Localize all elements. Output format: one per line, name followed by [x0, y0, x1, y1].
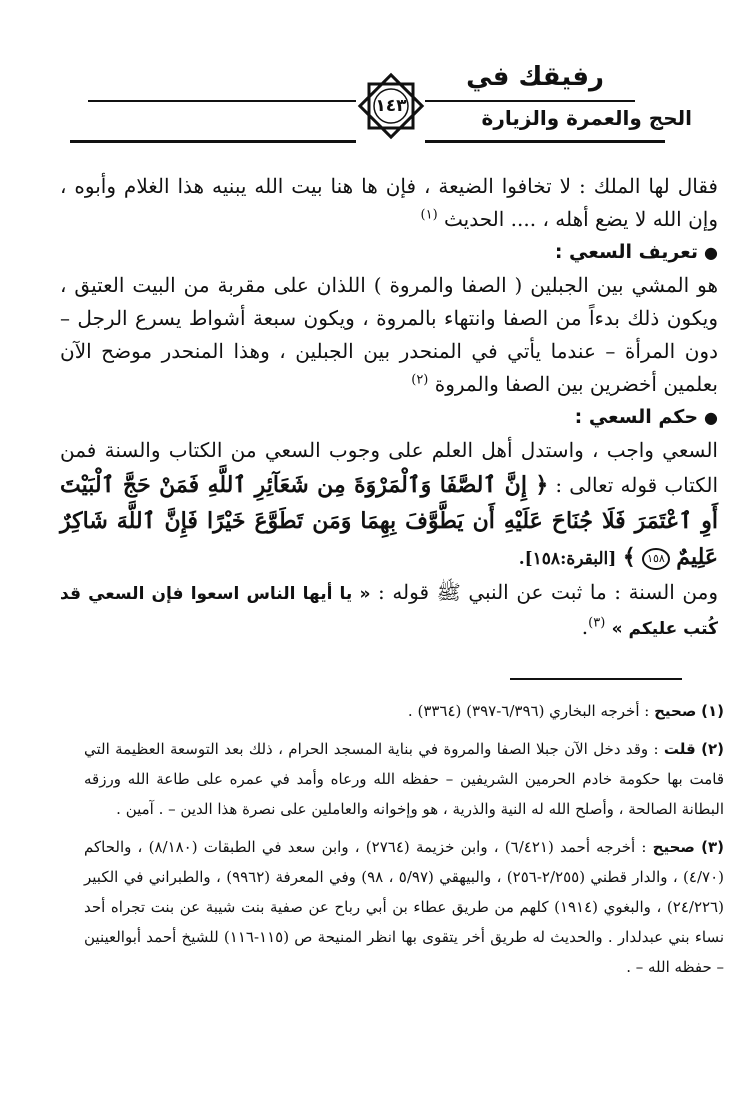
book-title-top: رفيقك في [466, 62, 604, 92]
page-header [0, 0, 754, 150]
bullet-icon: ● [704, 243, 718, 262]
book-title-bottom: الحج والعمرة والزيارة [481, 106, 692, 130]
main-text [60, 170, 718, 646]
paragraph: السعي واجب ، واستدل أهل العلم على وجوب السعي من الكتاب والسنة فمن الكتاب قوله تعالى : ﴿ إِنَّ ٱلصَّفَا وَٱلْمَرْوَةَ مِن شَعَآئِرِ ٱللَّهِ فَمَنْ حَجَّ ٱلْبَيْتَ أَوِ ٱعْتَمَرَ فَلَا جُنَاحَ عَلَيْهِ أَن يَطَّوَّفَ بِهِمَا وَمَن تَطَوَّعَ خَيْرًا فَإِنَّ ٱللَّهَ شَاكِرٌ عَلِيمٌ ١٥٨ ﴾ [البقرة:١٥٨]. [60, 438, 718, 570]
paragraph: هو المشي بين الجبلين ( الصفا والمروة ) اللذان على مقربة من البيت العتيق ، ويكون ذلك بدءاً من الصفا وانتهاء بالمروة ، ويكون سبعة أشواط يسرع الرجل – دون المرأة – عندما يأتي في المنحدر بين الجبلين ، وهذا المنحدر موضح الآن بعلمين أخضرين بين الصفا والمروة $^{(٢)}$ [60, 273, 718, 396]
page-number: ١٤٣ [375, 96, 407, 116]
quran-close: ﴾ [622, 544, 636, 570]
section-heading: ●حكم السعي : [574, 406, 718, 428]
bullet-icon: ● [704, 408, 718, 427]
header-rule [425, 100, 635, 102]
paragraph: ومن السنة : ما ثبت عن النبي ﷺ قوله : « يا أيها الناس اسعوا فإن السعي قد كُتب عليكم » $^{(٣)}$. [60, 580, 718, 639]
hadith-quote: « يا أيها الناس اسعوا فإن السعي قد كُتب عليكم » [60, 584, 718, 639]
footnote-ref: (٣) [588, 615, 606, 631]
footnote-ref: (١) [420, 207, 438, 223]
footnote: (٢) قلت : وقد دخل الآن جبلا الصفا والمروة في بناية المسجد الحرام ، ذلك بعد التوسعة العظيمة التي قامت بها حكومة خادم الحرمين الشريفين – حفظه الله ورعاه وأمد في عمره على طاعة الله ورزقه البطانة الصالحة ، وأصلح الله له النية والذرية ، هو وإخوانه والعاملين على نصرة هذا الدين – . آمين . [84, 740, 724, 818]
footnotes [84, 696, 724, 990]
ayah-number: ١٥٨ [642, 548, 670, 570]
header-rule [70, 140, 356, 143]
header-rule [425, 140, 665, 143]
footnote: (١) صحيح : أخرجه البخاري (٦/٣٩٦-٣٩٧) (٣٣٦٤) . [407, 702, 724, 720]
header-rule [88, 100, 356, 102]
footnote-ref: (٢) [411, 372, 429, 388]
section-heading: ●تعريف السعي : [554, 241, 718, 263]
quran-verse: ﴿ إِنَّ ٱلصَّفَا وَٱلْمَرْوَةَ مِن شَعَآئِرِ ٱللَّهِ فَمَنْ حَجَّ ٱلْبَيْتَ أَوِ ٱعْتَمَرَ فَلَا جُنَاحَ عَلَيْهِ أَن يَطَّوَّفَ بِهِمَا وَمَن تَطَوَّعَ خَيْرًا فَإِنَّ ٱللَّهَ شَاكِرٌ عَلِيمٌ [60, 472, 718, 570]
footnote-divider [510, 678, 682, 680]
paragraph: فقال لها الملك : لا تخافوا الضيعة ، فإن ها هنا بيت الله يبنيه هذا الغلام وأبوه ، وإن الله لا يضع أهله ، .... الحديث $^{(١)}$ [60, 174, 718, 231]
footnote: (٣) صحيح : أخرجه أحمد (٦/٤٢١) ، وابن خزيمة (٢٧٦٤) ، وابن سعد في الطبقات (٨/١٨٠) ، والحاكم (٤/٧٠) ، والدار قطني (٢/٢٥٥-٢٥٦) ، والبيهقي (٥/٩٧ ، ٩٨) وفي المعرفة (٩٩٦٢) ، والطبراني في الكبير (٢٤/٢٢٦) ، والبغوي (١٩١٤) كلهم من طريق عطاء بن أبي رباح عن صفية بنت شيبة عن بنت تجراه أحد نساء بني عبدلدار . والحديث له طريق أخر يتقوى بها انظر المنيحة ص (١١٥-١١٦) للشيخ أحمد أبوالعينين – حفظه الله – . [84, 838, 724, 976]
quran-reference: [البقرة:١٥٨]. [518, 549, 617, 569]
page-number-badge [355, 70, 427, 142]
